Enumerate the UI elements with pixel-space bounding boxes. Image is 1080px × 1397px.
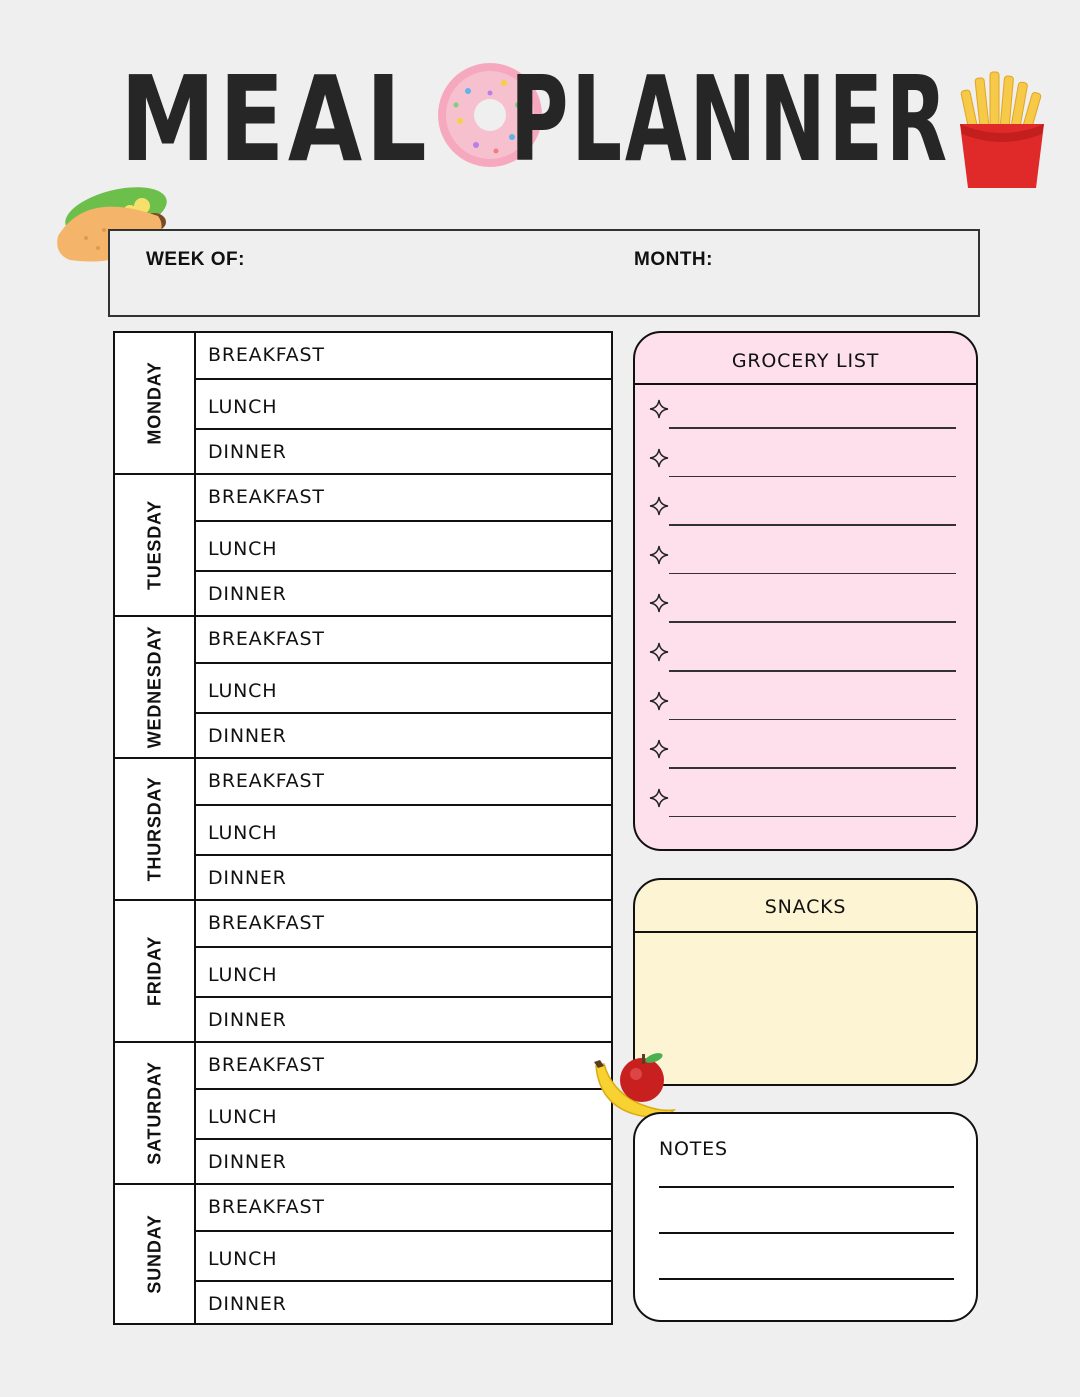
- notes-title: NOTES: [659, 1138, 728, 1160]
- grocery-item[interactable]: [635, 788, 976, 836]
- day-row-tuesday: [115, 475, 611, 617]
- lunch-cell[interactable]: LUNCH: [196, 664, 611, 714]
- sparkle-icon[interactable]: [649, 448, 669, 468]
- title-graphic: [110, 40, 970, 190]
- day-row-thursday: [115, 759, 611, 901]
- day-row-sunday: [115, 1185, 611, 1323]
- lunch-cell[interactable]: LUNCH: [196, 1090, 611, 1140]
- breakfast-cell[interactable]: BREAKFAST: [196, 1043, 611, 1090]
- notes-line[interactable]: [659, 1278, 954, 1280]
- grocery-line: [669, 524, 956, 526]
- sparkle-icon[interactable]: [649, 642, 669, 662]
- sparkle-icon[interactable]: [649, 593, 669, 613]
- day-label-cell: [115, 759, 196, 899]
- panel-divider: [635, 383, 976, 385]
- day-label: THURSDAY: [144, 776, 164, 882]
- notes-line[interactable]: [659, 1232, 954, 1234]
- notes-line[interactable]: [659, 1186, 954, 1188]
- breakfast-cell[interactable]: BREAKFAST: [196, 901, 611, 948]
- day-row-wednesday: [115, 617, 611, 759]
- day-label: MONDAY: [144, 361, 164, 445]
- header-fields: [108, 229, 980, 317]
- month-label: MONTH:: [634, 249, 713, 270]
- day-label-cell: [115, 333, 196, 473]
- grocery-line: [669, 670, 956, 672]
- day-label-cell: [115, 1043, 196, 1183]
- dinner-cell[interactable]: DINNER: [208, 1151, 287, 1173]
- day-row-saturday: [115, 1043, 611, 1185]
- grocery-line: [669, 719, 956, 721]
- sparkle-icon[interactable]: [649, 691, 669, 711]
- grocery-line: [669, 621, 956, 623]
- weekly-meal-table: [113, 331, 613, 1325]
- page-title: [110, 40, 970, 190]
- title-word-planner: PLANNER: [510, 50, 950, 188]
- sparkle-icon[interactable]: [649, 545, 669, 565]
- grocery-item[interactable]: [635, 642, 976, 690]
- day-label-cell: [115, 617, 196, 757]
- grocery-item[interactable]: [635, 691, 976, 739]
- day-row-monday: [115, 333, 611, 475]
- day-label: TUESDAY: [144, 500, 164, 590]
- sparkle-icon[interactable]: [649, 496, 669, 516]
- grocery-line: [669, 427, 956, 429]
- grocery-item[interactable]: [635, 496, 976, 544]
- breakfast-cell[interactable]: BREAKFAST: [196, 475, 611, 522]
- breakfast-cell[interactable]: BREAKFAST: [196, 617, 611, 664]
- week-of-label: WEEK OF:: [146, 249, 245, 270]
- day-label: SUNDAY: [144, 1214, 164, 1294]
- grocery-item[interactable]: [635, 448, 976, 496]
- grocery-line: [669, 476, 956, 478]
- grocery-list-panel: [633, 331, 978, 851]
- sparkle-icon[interactable]: [649, 788, 669, 808]
- grocery-item[interactable]: [635, 399, 976, 447]
- day-label: SATURDAY: [144, 1061, 164, 1165]
- sparkle-icon[interactable]: [649, 739, 669, 759]
- breakfast-cell[interactable]: BREAKFAST: [196, 1185, 611, 1232]
- breakfast-cell[interactable]: BREAKFAST: [196, 759, 611, 806]
- lunch-cell[interactable]: LUNCH: [196, 380, 611, 430]
- day-label: FRIDAY: [144, 935, 164, 1007]
- dinner-cell[interactable]: DINNER: [208, 867, 287, 889]
- snacks-area[interactable]: [635, 933, 976, 1084]
- sparkle-icon[interactable]: [649, 399, 669, 419]
- grocery-item[interactable]: [635, 739, 976, 787]
- snacks-panel: [633, 878, 978, 1086]
- grocery-item[interactable]: [635, 593, 976, 641]
- grocery-line: [669, 767, 956, 769]
- notes-panel: [633, 1112, 978, 1322]
- lunch-cell[interactable]: LUNCH: [196, 948, 611, 998]
- lunch-cell[interactable]: LUNCH: [196, 522, 611, 572]
- grocery-line: [669, 573, 956, 575]
- dinner-cell[interactable]: DINNER: [208, 583, 287, 605]
- dinner-cell[interactable]: DINNER: [208, 441, 287, 463]
- dinner-cell[interactable]: DINNER: [208, 725, 287, 747]
- dinner-cell[interactable]: DINNER: [208, 1009, 287, 1031]
- lunch-cell[interactable]: LUNCH: [196, 1232, 611, 1282]
- day-label-cell: [115, 1185, 196, 1323]
- grocery-list-title: GROCERY LIST: [731, 350, 880, 372]
- day-row-friday: [115, 901, 611, 1043]
- fries-icon: [952, 68, 1052, 192]
- day-label-cell: [115, 901, 196, 1041]
- day-label-cell: [115, 475, 196, 615]
- lunch-cell[interactable]: LUNCH: [196, 806, 611, 856]
- snacks-title: SNACKS: [764, 896, 847, 918]
- dinner-cell[interactable]: DINNER: [208, 1293, 287, 1315]
- title-word-meal: MEAL: [120, 50, 430, 188]
- grocery-item[interactable]: [635, 545, 976, 593]
- day-label: WEDNESDAY: [144, 625, 164, 749]
- grocery-line: [669, 816, 956, 818]
- breakfast-cell[interactable]: BREAKFAST: [196, 333, 611, 380]
